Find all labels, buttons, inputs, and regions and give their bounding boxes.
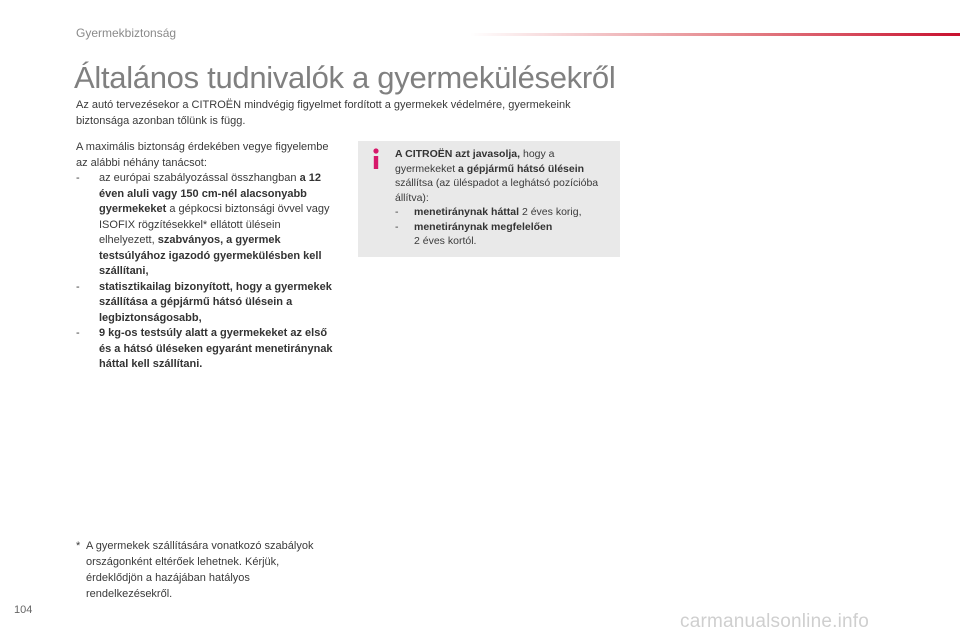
dash-bullet: -	[76, 327, 80, 339]
list-item	[395, 205, 615, 220]
watermark: carmanualsonline.info	[680, 611, 870, 632]
info-bold: A CITROËN azt javasolja,	[395, 148, 521, 160]
footnote-star: *	[76, 540, 81, 552]
list-item	[395, 220, 615, 249]
intro-paragraph: Az autó tervezésekor a CITROËN mindvégig figyelmet fordított a gyermekek védelmére, gyermekeink biztonsága azonban tőlünk is függ.	[76, 99, 571, 127]
info-text-run: szállítsa (az üléspadot a leghátsó pozícióba állítva):	[395, 177, 599, 204]
item-bold: statisztikailag bizonyított, hogy a gyermekek szállítása a gépjármű hátsó ülésein a legbiztonságosabb	[99, 280, 332, 324]
list-item	[76, 280, 338, 327]
info-text-run: hogy a gyermekeket	[395, 148, 555, 175]
list-item	[76, 171, 338, 280]
info-bold: a gépjármű hátsó ülésein	[458, 162, 585, 175]
dash-bullet: -	[76, 172, 80, 184]
page-number: 104	[14, 604, 33, 616]
header-rule	[470, 33, 960, 36]
item-text: az európai szabályozással összhangban	[99, 172, 300, 184]
item-text: ,	[198, 311, 202, 324]
dash-bullet: -	[395, 206, 399, 218]
info-text-run: 2 éves korig,	[519, 206, 582, 218]
info-paragraph	[395, 147, 615, 205]
info-list	[395, 205, 615, 249]
item-text: ,	[145, 265, 149, 277]
lead-paragraph: A maximális biztonság érdekében vegye figyelembe az alábbi néhány tanácsot:	[76, 141, 329, 169]
info-icon	[369, 148, 383, 170]
list-item	[76, 326, 338, 373]
info-bold: menetiránynak megfelelően	[414, 220, 553, 233]
dash-bullet: -	[76, 280, 80, 293]
item-bold: 9 kg-os testsúly alatt a gyermekeket az első és a hátsó üléseken egyaránt menetiránynak háttal kell szállítani.	[99, 327, 333, 370]
info-text-run: 2 éves kortól.	[414, 235, 477, 247]
page-title: Általános tudnivalók a gyermekülésekről	[74, 60, 616, 95]
item-bold: szabványos, a gyermek testsúlyához igazodó gyermekülésben kell szállítani	[99, 234, 322, 277]
info-bold: menetiránynak háttal	[414, 206, 520, 218]
item-bold: a 12 éven aluli vagy 150 cm-nél alacsonyabb gyermekeket	[99, 172, 321, 215]
info-text	[395, 147, 615, 249]
advice-list	[76, 171, 338, 373]
footnote	[76, 538, 336, 602]
dash-bullet: -	[395, 220, 399, 233]
section-header: Gyermekbiztonság	[76, 26, 177, 40]
left-column	[76, 140, 338, 373]
info-box	[358, 141, 620, 257]
item-text: a gépkocsi biztonsági övvel vagy ISOFIX rögzítésekkel* ellátott ülésein elhelyezett,	[99, 203, 330, 246]
footnote-text: A gyermekek szállítására vonatkozó szabályok országonként eltérőek lehetnek. Kérjük, érdeklődjön a hazájában hatályos rendelkezésekről.	[86, 540, 314, 600]
